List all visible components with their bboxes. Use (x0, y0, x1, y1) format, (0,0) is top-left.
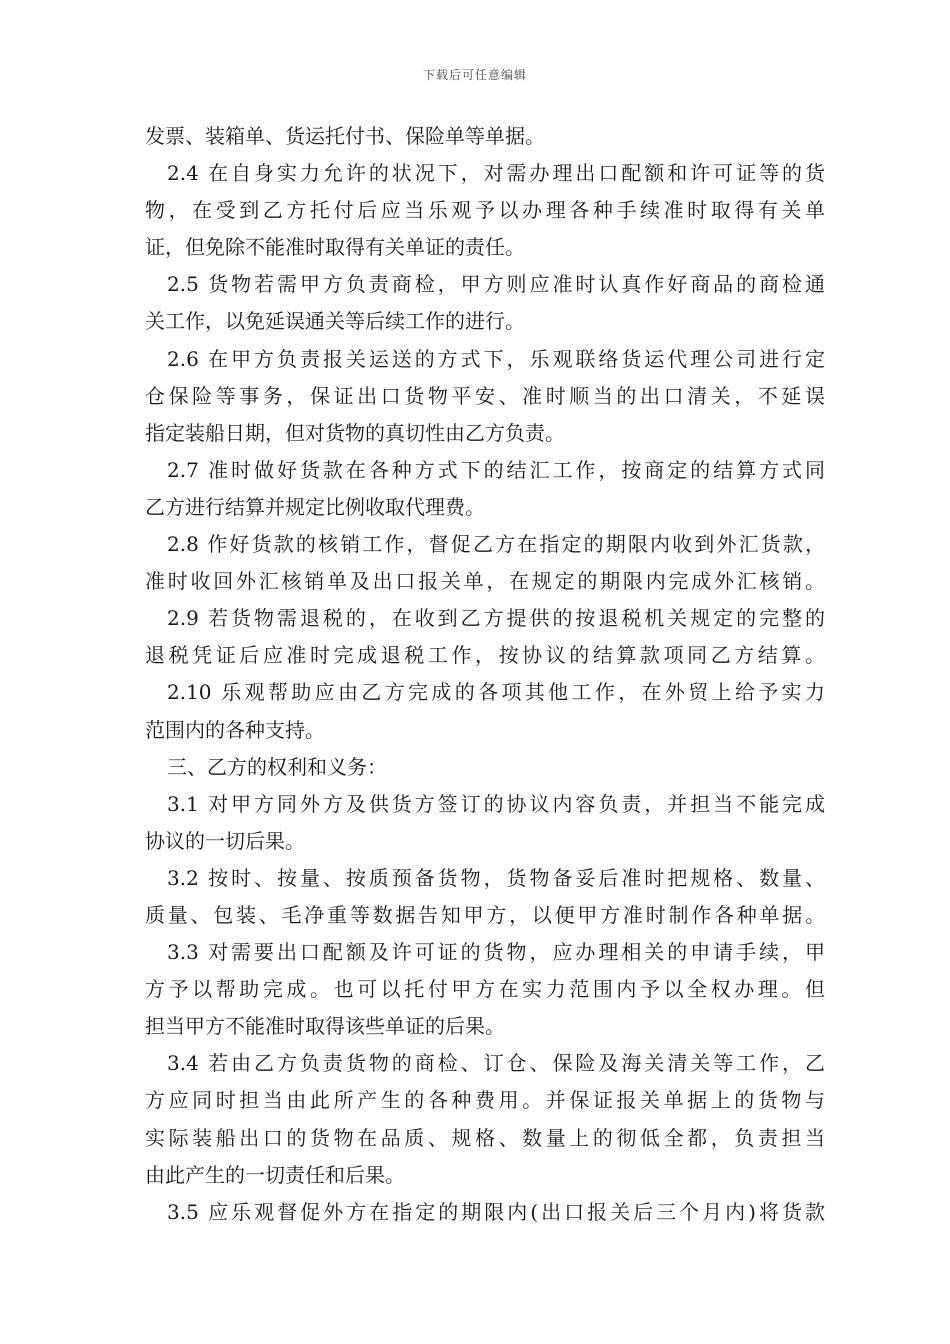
text-line: 指定装船日期，但对货物的真切性由乙方负责。 (145, 420, 565, 445)
text-line: 2.5 货物若需甲方负责商检，甲方则应准时认真作好商品的商检通 (167, 272, 825, 297)
text-line: 方应同时担当由此所产生的各种费用。并保证报关单据上的货物与 (145, 1088, 825, 1113)
text-line: 2.4 在自身实力允许的状况下，对需办理出口配额和许可证等的货 (167, 161, 825, 186)
page-header: 下载后可任意编辑 (422, 68, 527, 82)
text-line: 担当甲方不能准时取得该些单证的后果。 (145, 1014, 505, 1039)
document-body (145, 118, 825, 1231)
text-line: 三、乙方的权利和义务： (167, 754, 387, 779)
text-line: 协议的一切后果。 (145, 828, 305, 853)
text-line: 范围内的各种支持。 (145, 717, 325, 742)
text-line: 关工作，以免延误通关等后续工作的进行。 (145, 309, 525, 334)
text-line: 证，但免除不能准时取得有关单证的责任。 (145, 235, 525, 260)
text-line: 3.5 应乐观督促外方在指定的期限内(出口报关后三个月内)将货款 (167, 1199, 825, 1224)
text-line: 准时收回外汇核销单及出口报关单，在规定的期限内完成外汇核销。 (145, 569, 825, 594)
text-line: 质量、包装、毛净重等数据告知甲方，以便甲方准时制作各种单据。 (145, 902, 825, 927)
text-line: 2.9 若货物需退税的，在收到乙方提供的按退税机关规定的完整的 (167, 606, 825, 631)
text-line: 3.3 对需要出口配额及许可证的货物，应办理相关的申请手续，甲 (167, 940, 825, 965)
text-line: 发票、装箱单、货运托付书、保险单等单据。 (145, 124, 545, 148)
text-line: 由此产生的一切责任和后果。 (145, 1162, 405, 1187)
text-line: 方予以帮助完成。也可以托付甲方在实力范围内予以全权办理。但 (145, 977, 825, 1002)
text-line: 3.4 若由乙方负责货物的商检、订仓、保险及海关清关等工作，乙 (167, 1051, 825, 1076)
text-line: 2.8 作好货款的核销工作，督促乙方在指定的期限内收到外汇货款， (167, 532, 825, 557)
text-line: 仓保险等事务，保证出口货物平安、准时顺当的出口清关，不延误 (145, 383, 825, 408)
text-line: 物，在受到乙方托付后应当乐观予以办理各种手续准时取得有关单 (145, 198, 825, 223)
text-line: 3.2 按时、按量、按质预备货物，货物备妥后准时把规格、数量、 (167, 865, 825, 890)
text-line: 实际装船出口的货物在品质、规格、数量上的彻低全都，负责担当 (145, 1125, 825, 1150)
text-line: 乙方进行结算并规定比例收取代理费。 (145, 494, 485, 519)
text-line: 退税凭证后应准时完成退税工作，按协议的结算款项同乙方结算。 (145, 643, 825, 668)
text-line: 3.1 对甲方同外方及供货方签订的协议内容负责，并担当不能完成 (167, 791, 825, 816)
text-line: 2.10 乐观帮助应由乙方完成的各项其他工作，在外贸上给予实力 (167, 680, 825, 705)
text-line: 2.6 在甲方负责报关运送的方式下，乐观联络货运代理公司进行定 (167, 346, 825, 371)
text-line: 2.7 准时做好货款在各种方式下的结汇工作，按商定的结算方式同 (167, 457, 825, 482)
